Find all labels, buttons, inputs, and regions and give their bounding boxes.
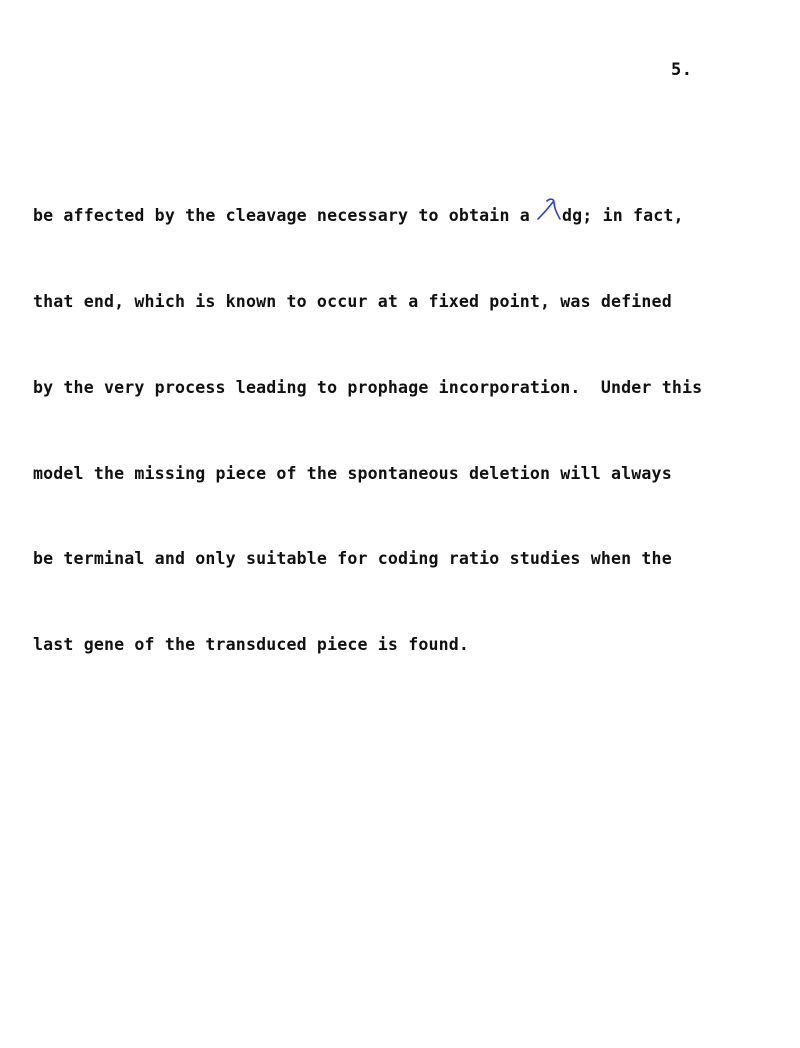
text-line-1-start: be affected by the cleavage necessary to obtain a xyxy=(33,206,541,226)
text-line-3: by the very process leading to prophage incorporation. Under this xyxy=(33,377,703,397)
text-line-2: that end, which is known to occur at a fixed point, was defined xyxy=(33,291,672,311)
text-line-4: model the missing piece of the spontaneous deletion will always xyxy=(33,463,672,483)
lambda-handwriting-icon xyxy=(536,197,564,225)
page-number: 5. xyxy=(671,60,693,80)
handwritten-lambda-symbol xyxy=(540,205,562,223)
text-line-6: last gene of the transduced piece is found. xyxy=(33,635,470,655)
text-line-5: be terminal and only suitable for coding ratio studies when the xyxy=(33,549,672,569)
body-paragraph xyxy=(33,145,793,717)
text-line-1-end: dg; in fact, xyxy=(562,206,684,226)
text-line-1 xyxy=(33,202,793,231)
